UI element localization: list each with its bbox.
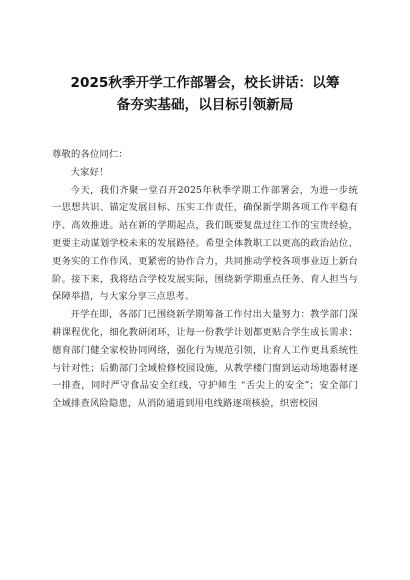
document-title: [40, 72, 370, 116]
paragraph-1: 今天，我们齐聚一堂召开2025年秋季学期工作部署会，为进一步统一思想共识、锚定发展目标、压实工作责任，确保新学期各项工作平稳有序、高效推进。站在新的学期起点，我们既要复盘过往工作的宝贵经验，更要主动谋划学校未来的发展路径。希望全体教职工以更高的政治站位、更务实的工作作风、更紧密的协作合力，共同推动学校各项事业迈上新台阶。接下来，我将结合学校发展实际，围绕新学期重点任务、育人担当与保障举措，与大家分享三点思考。: [52, 184, 358, 303]
document-body: [52, 146, 358, 413]
title-line-2: 备夯实基础，以目标引领新局: [116, 97, 294, 113]
paragraph-2: 开学在即，各部门已围绕新学期筹备工作付出大量努力：教学部门深耕课程优化，细化教研闭环，让每一份教学计划都更贴合学生成长需求；德育部门健全家校协同网络，强化行为规范引领，让育人工作更具系统性与针对性；后勤部门全域检修校园设施，从教学楼门窗到运动场地器材逐一排查，同时严守食品安全红线，守护师生 “舌尖上的安全”；安全部门全域排查风险隐患，从消防通道到用电线路逐项核验，织密校园: [52, 309, 358, 410]
salutation: 尊敬的各位同仁：: [52, 149, 128, 160]
title-line-1: 2025秋季开学工作部署会，校长讲话：以筹: [70, 75, 340, 91]
greeting: 大家好！: [70, 166, 109, 178]
